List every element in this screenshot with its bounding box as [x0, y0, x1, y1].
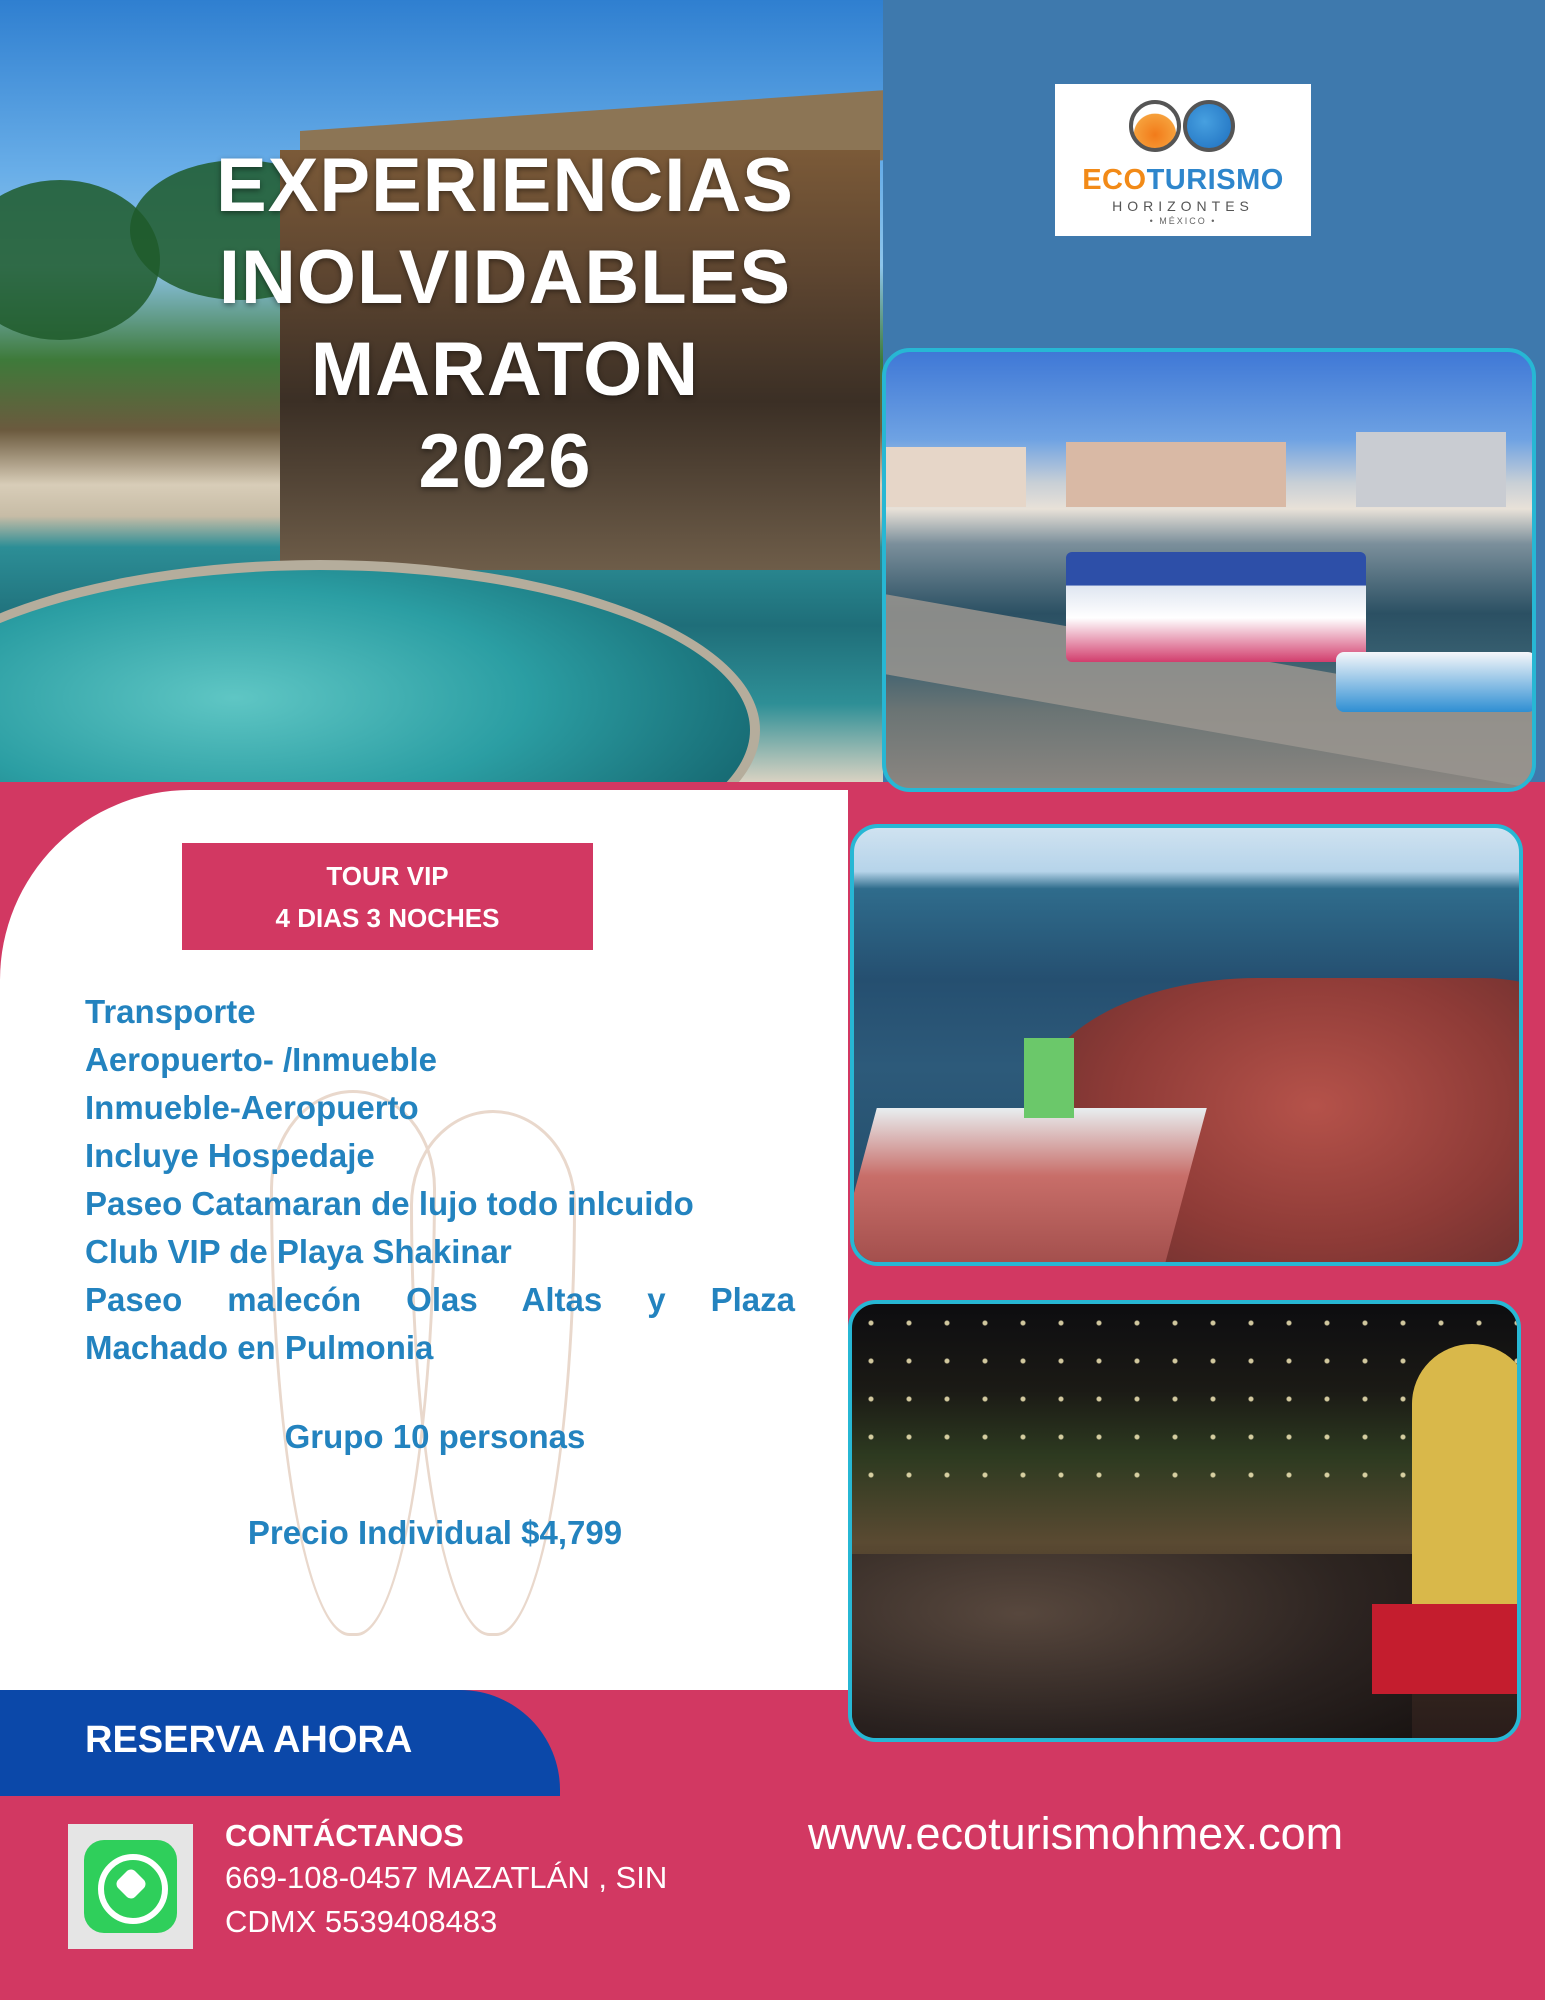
tour-badge-line2: 4 DIAS 3 NOCHES [275, 902, 500, 933]
diners-shape [852, 1554, 1412, 1742]
red-table-shape [1372, 1604, 1521, 1694]
photo-cliff-sea [850, 824, 1523, 1266]
pool-shape [0, 560, 760, 782]
hero-title-line: INOLVIDABLES [218, 235, 792, 320]
green-wall-shape [1024, 1038, 1074, 1118]
list-item: Incluye Hospedaje [85, 1137, 375, 1174]
arch-shape [1412, 1344, 1521, 1644]
hero-title-line: MARATON [310, 327, 700, 412]
hero-title-line: 2026 [418, 419, 592, 504]
building-shape [886, 447, 1026, 507]
list-item: Club VIP de Playa Shakinar [85, 1233, 512, 1270]
hero-title-line: EXPERIENCIAS [216, 143, 794, 228]
terrace-shape [850, 1108, 1207, 1266]
list-item: Machado en Pulmonia [85, 1329, 434, 1366]
building-shape [1356, 432, 1506, 507]
contact-phone-cdmx: CDMX 5539408483 [225, 1904, 498, 1939]
palm-tree-shape [0, 180, 160, 340]
sailboat-shape [1336, 652, 1536, 712]
logo-name-turismo: TURISMO [1146, 164, 1284, 196]
whatsapp-badge [68, 1824, 193, 1949]
logo-name [1055, 164, 1311, 197]
photo-marina [882, 348, 1536, 792]
list-item: Transporte [85, 993, 256, 1030]
tour-badge-line1: TOUR VIP [326, 860, 449, 891]
contact-title: CONTÁCTANOS [225, 1818, 464, 1853]
building-shape [1066, 442, 1286, 507]
tour-badge [182, 843, 593, 950]
sunset-circle-icon [1129, 100, 1181, 152]
price-label: Precio Individual $4,799 [247, 1514, 623, 1551]
hero-photo-pool [0, 0, 883, 782]
logo-subtitle: HORIZONTES [1112, 198, 1254, 214]
list-item: Paseo malecón Olas Altas y Plaza [85, 1281, 795, 1318]
hero-title [175, 140, 835, 508]
list-item: Paseo Catamaran de lujo todo inlcuido [85, 1185, 694, 1222]
list-item: Aeropuerto- /Inmueble [85, 1041, 438, 1078]
reserve-now-banner: RESERVA AHORA [0, 1690, 560, 1796]
whatsapp-icon [84, 1840, 177, 1933]
globe-icon [1183, 100, 1235, 152]
logo-name-eco: ECO [1082, 164, 1147, 196]
catamaran-boat-shape [1066, 552, 1366, 662]
website-link: www.ecoturismohmex.com [808, 1808, 1344, 1859]
photo-night-restaurant [848, 1300, 1521, 1742]
logo-globe-icon [1129, 94, 1239, 158]
includes-list [85, 988, 795, 1372]
logo-country: • MÉXICO • [1149, 216, 1217, 226]
company-logo [1055, 84, 1311, 236]
list-item: Inmueble-Aeropuerto [85, 1089, 419, 1126]
contact-phone-mazatlan: 669-108-0457 MAZATLÁN , SIN [225, 1860, 668, 1895]
group-size: Grupo 10 personas [284, 1418, 586, 1455]
